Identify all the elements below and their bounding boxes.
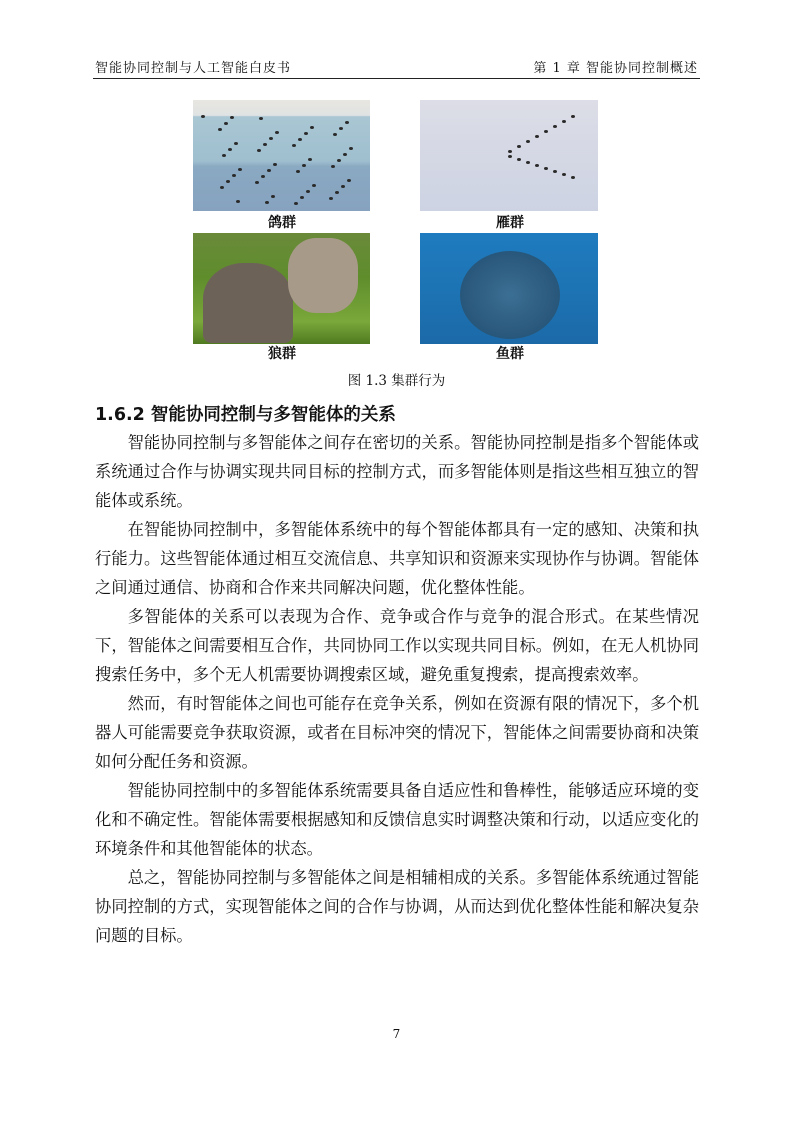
bird-mark: [333, 133, 337, 136]
bird-mark: [302, 164, 306, 167]
bird-mark: [304, 132, 308, 135]
running-header-chapter: 第 1 章 智能协同控制概述: [533, 61, 698, 76]
bird-mark: [331, 165, 335, 168]
bird-mark: [269, 137, 273, 140]
bird-mark: [222, 154, 226, 157]
bird-mark: [347, 179, 351, 182]
bird-mark: [544, 167, 548, 170]
bird-mark: [298, 138, 302, 141]
bird-mark: [508, 155, 512, 158]
bird-mark: [267, 169, 271, 172]
figure-caption: 图 1.3 集群行为: [347, 373, 446, 389]
bird-mark: [553, 125, 557, 128]
bird-mark: [255, 181, 259, 184]
bird-mark: [265, 201, 269, 204]
bird-mark: [562, 120, 566, 123]
section-heading: 1.6.2 智能协同控制与多智能体的关系: [95, 405, 396, 425]
bird-mark: [339, 127, 343, 130]
bird-mark: [224, 122, 228, 125]
bird-mark: [300, 196, 304, 199]
bird-mark: [236, 200, 240, 203]
bird-mark: [296, 170, 300, 173]
bird-mark: [259, 117, 263, 120]
body-text: [95, 428, 699, 950]
paragraph: 智能协同控制中的多智能体系统需要具备自适应性和鲁棒性，能够适应环境的变化和不确定性。智能体需要根据感知和反馈信息实时调整决策和行动，以适应变化的环境条件和其他智能体的状态。: [95, 781, 699, 858]
bird-mark: [349, 147, 353, 150]
paragraph: 在智能协同控制中，多智能体系统中的每个智能体都具有一定的感知、决策和执行能力。这些智能体通过相互交流信息、共享知识和资源来实现协作与协调。智能体之间通过通信、协商和合作来共同解决问题，优化整体性能。: [95, 520, 699, 597]
paragraph: 总之，智能协同控制与多智能体之间是相辅相成的关系。多智能体系统通过智能协同控制的方式，实现智能体之间的合作与协调，从而达到优化整体性能和解决复杂问题的目标。: [95, 868, 699, 945]
bird-mark: [337, 159, 341, 162]
bird-mark: [535, 135, 539, 138]
bird-mark: [335, 191, 339, 194]
bird-mark: [261, 175, 265, 178]
bird-mark: [292, 144, 296, 147]
bird-mark: [343, 153, 347, 156]
bird-mark: [329, 197, 333, 200]
bird-mark: [220, 186, 224, 189]
fish-school-image: [420, 233, 598, 344]
bird-mark: [562, 173, 566, 176]
bird-mark: [526, 140, 530, 143]
bird-mark: [226, 180, 230, 183]
bird-mark: [238, 168, 242, 171]
bird-mark: [345, 121, 349, 124]
bird-mark: [312, 184, 316, 187]
paragraph: 智能协同控制与多智能体之间存在密切的关系。智能协同控制是指多个智能体或系统通过合作与协调实现共同目标的控制方式，而多智能体则是指这些相互独立的智能体或系统。: [95, 433, 699, 510]
bird-mark: [230, 116, 234, 119]
bird-mark: [234, 142, 238, 145]
bird-mark: [201, 115, 205, 118]
page-number: 7: [392, 1027, 401, 1041]
paragraph: 多智能体的关系可以表现为合作、竞争或合作与竞争的混合形式。在某些情况下，智能体之间需要相互合作，共同协同工作以实现共同目标。例如，在无人机协同搜索任务中，多个无人机需要协调搜索区域，避免重复搜索，提高搜索效率。: [95, 607, 699, 684]
panel-label-fish: 鱼群: [496, 346, 524, 362]
bird-mark: [271, 195, 275, 198]
geese-flock-image: [420, 100, 598, 211]
bird-mark: [308, 158, 312, 161]
bird-mark: [263, 143, 267, 146]
bird-mark: [571, 115, 575, 118]
bird-mark: [571, 176, 575, 179]
bird-mark: [273, 163, 277, 166]
bird-mark: [517, 145, 521, 148]
bird-mark: [535, 164, 539, 167]
bird-mark: [218, 128, 222, 131]
bird-mark: [294, 202, 298, 205]
panel-label-geese: 雁群: [496, 215, 524, 231]
bird-mark: [232, 174, 236, 177]
wolf-pack-image: [193, 233, 370, 344]
bird-mark: [341, 185, 345, 188]
bird-mark: [306, 190, 310, 193]
header-rule: [93, 78, 700, 79]
paragraph: 然而，有时智能体之间也可能存在竞争关系，例如在资源有限的情况下，多个机器人可能需要竞争获取资源，或者在目标冲突的情况下，智能体之间需要协商和决策如何分配任务和资源。: [95, 694, 699, 771]
bird-mark: [544, 130, 548, 133]
panel-label-wolf: 狼群: [268, 346, 296, 362]
running-header-title: 智能协同控制与人工智能白皮书: [95, 61, 292, 76]
bird-mark: [526, 161, 530, 164]
pigeon-flock-image: [193, 100, 370, 211]
bird-mark: [508, 150, 512, 153]
bird-mark: [310, 126, 314, 129]
bird-mark: [275, 131, 279, 134]
bird-mark: [553, 170, 557, 173]
bird-mark: [228, 148, 232, 151]
bird-mark: [257, 149, 261, 152]
panel-label-pigeon: 鸽群: [268, 215, 296, 231]
bird-mark: [517, 158, 521, 161]
